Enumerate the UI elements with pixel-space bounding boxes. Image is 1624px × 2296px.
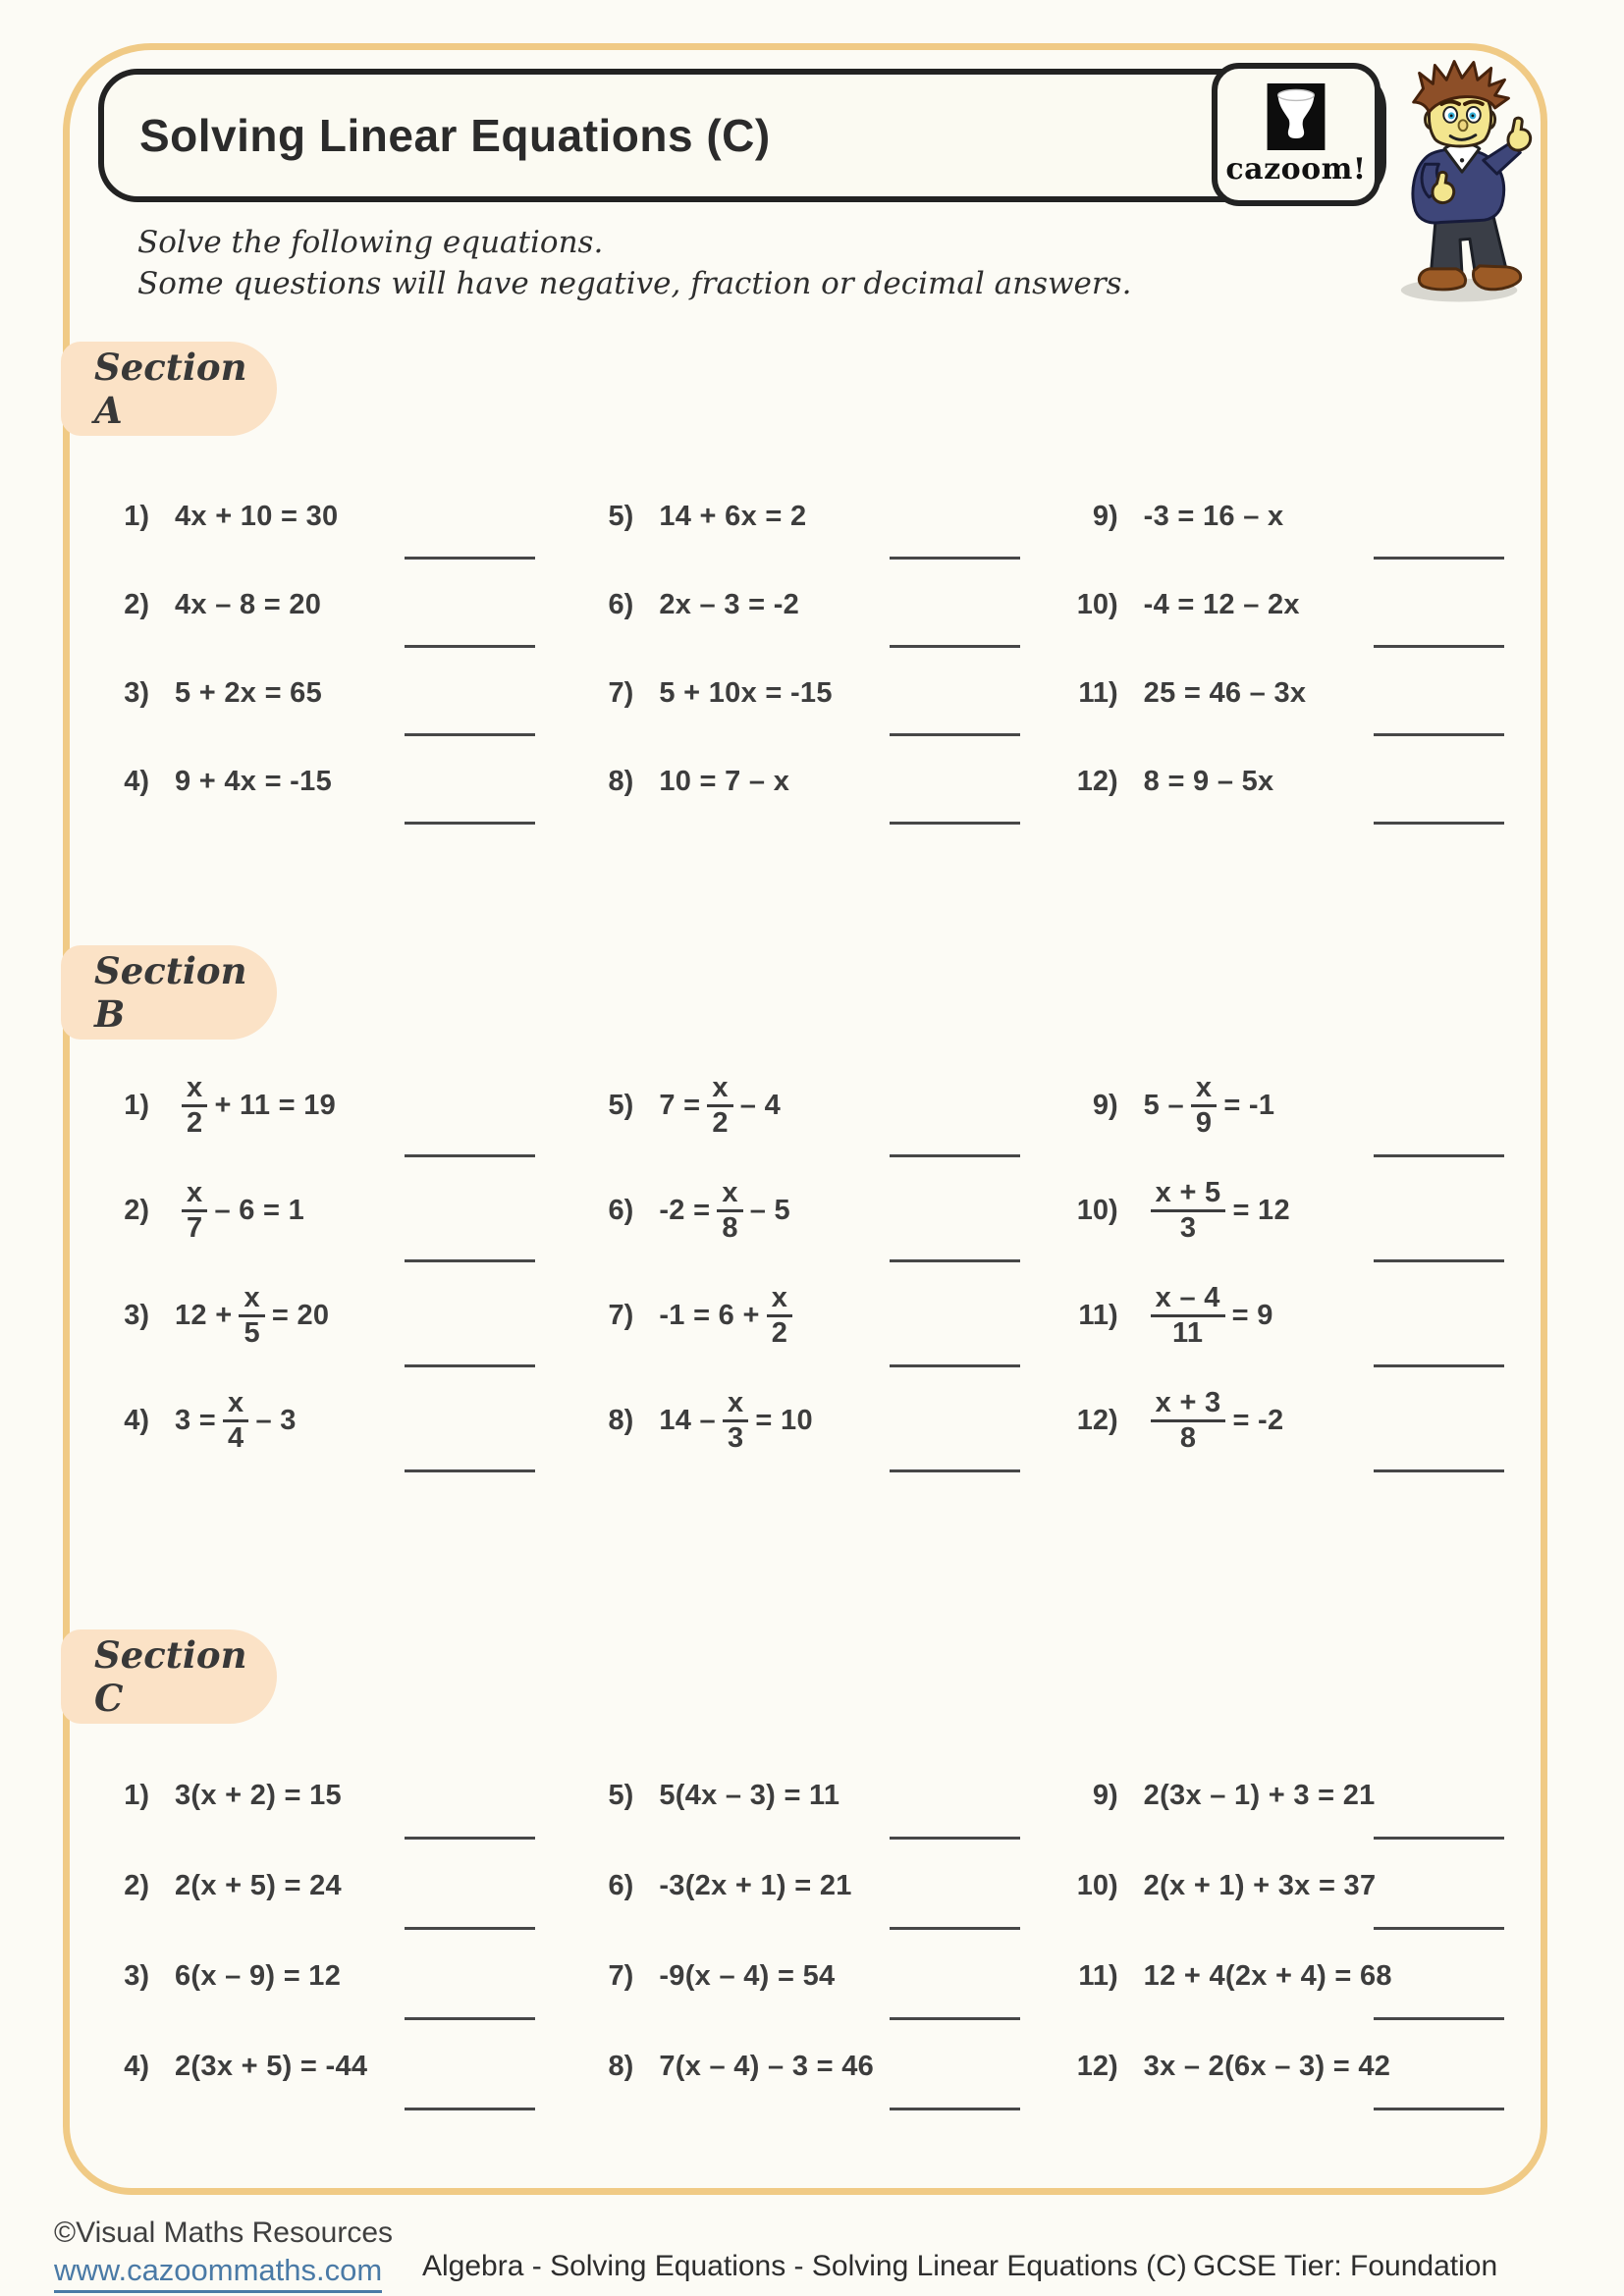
question-item <box>574 1757 1058 1847</box>
answer-line[interactable] <box>405 733 535 736</box>
answer-line[interactable] <box>890 822 1020 825</box>
cazoom-logo <box>1212 63 1380 206</box>
answer-line[interactable] <box>405 2108 535 2110</box>
answer-line[interactable] <box>1374 1259 1504 1262</box>
answer-line[interactable] <box>890 1154 1020 1157</box>
footer-link[interactable]: www.cazoommaths.com <box>54 2252 382 2293</box>
question-number: 4) <box>124 765 149 797</box>
question-item <box>90 1375 574 1480</box>
equation: 5 – $\frac{x}{9}$ = -1 <box>1143 1072 1275 1139</box>
question-item <box>90 1060 574 1165</box>
equation: $\frac{x + 3}{8}$ = -2 <box>1144 1389 1284 1453</box>
equation: 5(4x – 3) = 11 <box>659 1779 840 1811</box>
question-number: 11) <box>1078 676 1118 709</box>
answer-line[interactable] <box>890 645 1020 648</box>
answer-line[interactable] <box>890 1259 1020 1262</box>
equation: 5 + 10x = -15 <box>659 676 833 709</box>
equation: 12 + $\frac{x}{5}$ = 20 <box>175 1282 330 1349</box>
answer-line[interactable] <box>405 1469 535 1472</box>
question-item <box>574 1375 1058 1480</box>
question-item <box>1059 656 1543 744</box>
question-number: 2) <box>124 1195 149 1226</box>
fraction: $\frac{x}{2}$ <box>767 1284 792 1348</box>
question-item <box>90 2028 574 2118</box>
question-item <box>90 1165 574 1270</box>
question-number: 2) <box>124 588 149 620</box>
question-number: 4) <box>124 1405 149 1436</box>
section-b-header <box>61 945 277 1040</box>
equation: 14 + 6x = 2 <box>659 500 807 532</box>
answer-line[interactable] <box>405 557 535 560</box>
question-item <box>574 479 1058 567</box>
question-number: 3) <box>124 1300 149 1331</box>
answer-line[interactable] <box>1374 1469 1504 1472</box>
answer-line[interactable] <box>1374 1154 1504 1157</box>
equation: $\frac{x}{7}$ – 6 = 1 <box>175 1179 304 1243</box>
equation: -9(x – 4) = 54 <box>659 1959 836 1992</box>
answer-line[interactable] <box>405 1837 535 1840</box>
question-item <box>574 1847 1058 1938</box>
question-number: 4) <box>124 2050 149 2082</box>
question-item <box>574 744 1058 832</box>
title-bar <box>98 69 1386 202</box>
question-number: 7) <box>608 1959 634 1992</box>
question-item <box>574 1270 1058 1375</box>
question-number: 1) <box>124 1090 149 1121</box>
answer-line[interactable] <box>1374 645 1504 648</box>
fraction: $\frac{x}{2}$ <box>707 1074 732 1138</box>
question-item <box>1059 479 1543 567</box>
answer-line[interactable] <box>890 2108 1020 2110</box>
equation: 7 = $\frac{x}{2}$ – 4 <box>659 1072 782 1139</box>
answer-line[interactable] <box>1374 2017 1504 2020</box>
question-number: 2) <box>124 1869 149 1901</box>
equation: 2x – 3 = -2 <box>659 588 800 620</box>
answer-line[interactable] <box>1374 822 1504 825</box>
section-c-questions <box>90 1757 1543 2118</box>
fraction: $\frac{x}{4}$ <box>223 1389 248 1453</box>
answer-line[interactable] <box>890 1927 1020 1930</box>
question-number: 8) <box>608 765 634 797</box>
answer-line[interactable] <box>1374 1927 1504 1930</box>
question-number: 10) <box>1076 1869 1118 1901</box>
answer-line[interactable] <box>890 557 1020 560</box>
equation: 7(x – 4) – 3 = 46 <box>659 2050 875 2082</box>
instructions-line-1: Solve the following equations. <box>137 225 604 260</box>
page-title: Solving Linear Equations (C) <box>139 110 771 161</box>
fraction: $\frac{x}{2}$ <box>182 1074 207 1138</box>
answer-line[interactable] <box>890 1469 1020 1472</box>
question-number: 10) <box>1076 588 1118 620</box>
question-number: 11) <box>1078 1959 1118 1992</box>
answer-line[interactable] <box>890 733 1020 736</box>
equation: -3 = 16 – x <box>1143 500 1284 532</box>
section-c-header <box>61 1629 277 1724</box>
question-item <box>90 1757 574 1847</box>
question-number: 7) <box>608 1300 634 1331</box>
answer-line[interactable] <box>405 1927 535 1930</box>
question-item <box>90 656 574 744</box>
equation: 5 + 2x = 65 <box>175 676 323 709</box>
fraction: $\frac{x + 3}{8}$ <box>1151 1389 1226 1453</box>
section-a-header <box>61 342 277 436</box>
answer-line[interactable] <box>405 1154 535 1157</box>
section-label: Section A <box>94 346 247 432</box>
section-label: Section B <box>94 949 247 1036</box>
question-item <box>90 1847 574 1938</box>
question-item <box>1059 1757 1543 1847</box>
question-item <box>1059 567 1543 656</box>
equation: 3x – 2(6x – 3) = 42 <box>1143 2050 1391 2082</box>
mascot-boy-illustration <box>1386 57 1542 310</box>
question-number: 8) <box>608 2050 634 2082</box>
logo-wordmark: cazoom! <box>1225 151 1367 187</box>
question-item <box>1059 1847 1543 1938</box>
equation: $\frac{x + 5}{3}$ = 12 <box>1144 1179 1290 1243</box>
question-number: 9) <box>1092 1779 1118 1811</box>
equation: -4 = 12 – 2x <box>1143 588 1300 620</box>
question-number: 1) <box>124 1779 149 1811</box>
question-item <box>574 1165 1058 1270</box>
equation: 6(x – 9) = 12 <box>175 1959 342 1992</box>
answer-line[interactable] <box>1374 733 1504 736</box>
answer-line[interactable] <box>405 645 535 648</box>
question-number: 11) <box>1078 1300 1118 1331</box>
answer-line[interactable] <box>405 822 535 825</box>
question-item <box>90 1938 574 2028</box>
question-number: 12) <box>1076 1405 1118 1436</box>
equation: 10 = 7 – x <box>659 765 790 797</box>
question-number: 9) <box>1092 500 1118 532</box>
equation: 3(x + 2) = 15 <box>175 1779 342 1811</box>
question-item <box>90 567 574 656</box>
footer-copyright: ©Visual Maths Resources <box>54 2216 394 2249</box>
question-item <box>90 479 574 567</box>
question-item <box>90 744 574 832</box>
answer-line[interactable] <box>890 1837 1020 1840</box>
question-item <box>1059 1375 1543 1480</box>
answer-line[interactable] <box>1374 1837 1504 1840</box>
question-number: 12) <box>1076 765 1118 797</box>
question-item <box>574 656 1058 744</box>
equation: -3(2x + 1) = 21 <box>659 1869 852 1901</box>
equation: $\frac{x - 4}{11}$ = 9 <box>1144 1284 1273 1348</box>
question-number: 1) <box>124 500 149 532</box>
question-number: 6) <box>608 1869 634 1901</box>
answer-line[interactable] <box>405 1364 535 1367</box>
fraction: $\frac{x - 4}{11}$ <box>1151 1284 1225 1348</box>
question-number: 5) <box>608 1779 634 1811</box>
question-item <box>1059 1938 1543 2028</box>
equation: 2(x + 1) + 3x = 37 <box>1143 1869 1377 1901</box>
question-item <box>574 1060 1058 1165</box>
section-b-questions <box>90 1060 1543 1480</box>
equation: 9 + 4x = -15 <box>175 765 332 797</box>
question-item <box>90 1270 574 1375</box>
question-number: 12) <box>1076 2050 1118 2082</box>
fraction: $\frac{x}{3}$ <box>723 1389 748 1453</box>
section-label: Section C <box>94 1633 247 1720</box>
equation: 2(3x – 1) + 3 = 21 <box>1143 1779 1376 1811</box>
equation: -1 = 6 + $\frac{x}{2}$ <box>659 1284 799 1348</box>
fraction: $\frac{x + 5}{3}$ <box>1151 1179 1226 1243</box>
answer-line[interactable] <box>1374 557 1504 560</box>
section-a-questions <box>90 479 1543 832</box>
question-number: 9) <box>1092 1090 1118 1121</box>
footer-tier: GCSE Tier: Foundation <box>1193 2250 1498 2282</box>
answer-line[interactable] <box>890 1364 1020 1367</box>
footer-breadcrumb: Algebra - Solving Equations - Solving Linear Equations (C) <box>422 2250 1187 2282</box>
fraction: $\frac{x}{8}$ <box>717 1179 742 1243</box>
question-number: 6) <box>608 1195 634 1226</box>
question-number: 5) <box>608 500 634 532</box>
question-item <box>574 2028 1058 2118</box>
question-item <box>574 567 1058 656</box>
equation: 8 = 9 – 5x <box>1143 765 1274 797</box>
fraction: $\frac{x}{9}$ <box>1191 1074 1217 1138</box>
equation: 2(x + 5) = 24 <box>175 1869 342 1901</box>
equation: -2 = $\frac{x}{8}$ – 5 <box>659 1177 790 1244</box>
question-number: 10) <box>1076 1195 1118 1226</box>
equation: 12 + 4(2x + 4) = 68 <box>1143 1959 1392 1992</box>
answer-line[interactable] <box>1374 2108 1504 2110</box>
instructions-line-2: Some questions will have negative, fraction or decimal answers. <box>137 266 1132 301</box>
answer-line[interactable] <box>405 1259 535 1262</box>
drum-icon <box>1266 83 1326 150</box>
fraction: $\frac{x}{7}$ <box>182 1179 207 1243</box>
question-item <box>1059 744 1543 832</box>
equation: 4x + 10 = 30 <box>175 500 339 532</box>
instructions <box>137 222 1131 304</box>
fraction: $\frac{x}{5}$ <box>239 1284 264 1348</box>
equation: 2(3x + 5) = -44 <box>175 2050 368 2082</box>
question-number: 3) <box>124 676 149 709</box>
question-number: 6) <box>608 588 634 620</box>
equation: 4x – 8 = 20 <box>175 588 322 620</box>
equation: $\frac{x}{2}$ + 11 = 19 <box>175 1074 336 1138</box>
question-item <box>574 1938 1058 2028</box>
equation: 25 = 46 – 3x <box>1143 676 1307 709</box>
question-number: 3) <box>124 1959 149 1992</box>
answer-line[interactable] <box>1374 1364 1504 1367</box>
question-number: 7) <box>608 676 634 709</box>
answer-line[interactable] <box>890 2017 1020 2020</box>
footer-left <box>54 2215 393 2295</box>
question-number: 8) <box>608 1405 634 1436</box>
equation: 14 – $\frac{x}{3}$ = 10 <box>659 1387 813 1454</box>
equation: 3 = $\frac{x}{4}$ – 3 <box>175 1387 297 1454</box>
question-number: 5) <box>608 1090 634 1121</box>
question-item <box>1059 1060 1543 1165</box>
question-item <box>1059 1270 1543 1375</box>
question-item <box>1059 2028 1543 2118</box>
question-item <box>1059 1165 1543 1270</box>
answer-line[interactable] <box>405 2017 535 2020</box>
